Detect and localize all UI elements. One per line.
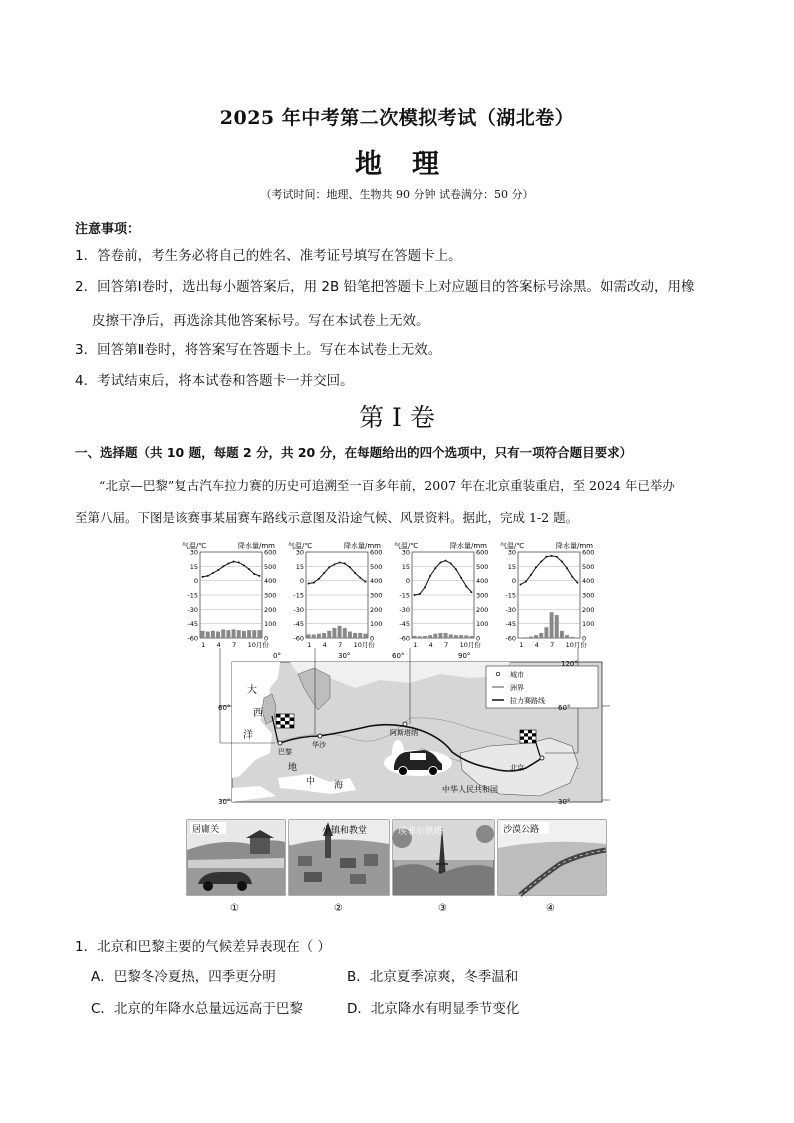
temp-axis-title: 气温/℃: [500, 542, 525, 550]
temperature-point: [566, 567, 568, 569]
subject-title: 地理: [355, 149, 469, 180]
precip-axis-title: 降水量/mm: [344, 542, 381, 550]
intro-line-2: 至第八届。下图是该赛事某届赛车路线示意图及沿途气候、风景资料。据此，完成 1-2 题。: [75, 510, 579, 525]
photo-caption: 居庸关: [192, 825, 220, 835]
exam-title: 2025 年中考第二次模拟考试（湖北卷）: [219, 107, 575, 129]
photo-desert-highway: [498, 820, 606, 895]
temp-tick-label: 30: [295, 548, 304, 557]
precip-bar: [216, 632, 220, 638]
precip-tick-label: 100: [476, 620, 489, 629]
notice-item: 1．答卷前，考生务必将自己的姓名、准考证号填写在答题卡上。: [75, 248, 462, 264]
precip-bar: [449, 634, 453, 638]
section-title: 一、选择题（共 10 题，每题 2 分，共 20 分，在每题给出的四个选项中，只有一项符合题目要求）: [75, 445, 633, 460]
temp-tick-label: 30: [507, 548, 516, 557]
precip-bar: [539, 633, 543, 638]
temp-tick-label: 15: [295, 562, 304, 571]
temperature-point: [333, 563, 335, 565]
month-tick-label: 10月份: [353, 641, 375, 649]
temp-tick-label: -45: [505, 620, 516, 629]
photo-caption: 沙漠公路: [503, 825, 540, 835]
precip-tick-label: 400: [582, 577, 595, 586]
temp-axis-title: 气温/℃: [182, 542, 207, 550]
precip-tick-label: 300: [370, 591, 383, 600]
temperature-point: [445, 560, 447, 562]
climate-charts: [182, 541, 594, 649]
temperature-point: [576, 582, 578, 584]
precip-bar: [423, 636, 427, 638]
temperature-point: [308, 583, 310, 585]
volume-title: 第 I 卷: [359, 403, 435, 432]
city-label-astana: 阿斯塔纳: [390, 729, 418, 737]
temperature-point: [212, 572, 214, 574]
precip-bar: [358, 633, 362, 638]
precip-bar: [464, 635, 468, 638]
photo-number: ②: [334, 903, 343, 914]
temperature-point: [434, 567, 436, 569]
temperature-point: [248, 568, 250, 570]
temp-tick-label: -30: [399, 605, 410, 614]
temp-tick-label: 15: [507, 562, 516, 571]
precip-tick-label: 500: [370, 562, 383, 571]
temp-tick-label: 0: [193, 577, 198, 586]
temperature-point: [202, 576, 204, 578]
month-tick-label: 1: [519, 641, 524, 649]
temperature-point: [313, 582, 315, 584]
month-tick-label: 7: [550, 641, 555, 649]
temperature-point: [525, 581, 527, 583]
precip-bar: [363, 634, 367, 638]
temperature-point: [323, 572, 325, 574]
precip-axis-title: 降水量/mm: [450, 542, 487, 550]
temp-tick-label: 15: [401, 562, 410, 571]
scenery-photos: [187, 820, 606, 914]
month-tick-label: 7: [338, 641, 343, 649]
temp-tick-label: -45: [293, 620, 304, 629]
city-warsaw-marker: [318, 734, 322, 738]
legend-continent-border: 洲界: [510, 684, 524, 692]
month-tick-label: 4: [428, 641, 433, 649]
precip-tick-label: 400: [476, 577, 489, 586]
photo-juyongguan: [187, 820, 285, 895]
lat-label-right: 30°: [558, 798, 571, 806]
photo-town-church: [289, 820, 389, 895]
precip-bar: [206, 632, 210, 638]
precip-bar: [242, 631, 246, 638]
precip-bar: [413, 636, 417, 638]
temp-tick-label: -15: [505, 591, 516, 600]
precip-bar: [570, 637, 574, 638]
precip-bar: [544, 627, 548, 638]
precip-bar: [327, 631, 331, 638]
precip-tick-label: 0: [476, 634, 481, 643]
precip-bar: [332, 628, 336, 638]
precip-tick-label: 500: [582, 562, 595, 571]
temp-tick-label: 0: [511, 577, 516, 586]
precip-tick-label: 100: [370, 620, 383, 629]
precip-bar: [232, 629, 236, 638]
lon-label: 60°: [392, 652, 405, 660]
month-tick-label: 1: [413, 641, 418, 649]
notice-heading: 注意事项：: [75, 222, 141, 237]
photo-eiffel-tower: [392, 820, 494, 895]
temp-tick-label: -30: [187, 605, 198, 614]
temp-tick-label: -45: [399, 620, 410, 629]
city-beijing-marker: [540, 756, 544, 760]
temperature-point: [344, 562, 346, 564]
precip-tick-label: 0: [264, 634, 269, 643]
precip-bar: [418, 636, 422, 638]
temp-tick-label: -60: [505, 634, 516, 643]
country-label-china: 中华人民共和国: [442, 785, 498, 794]
temperature-point: [339, 562, 341, 564]
precip-tick-label: 0: [370, 634, 375, 643]
temperature-point: [253, 573, 255, 575]
temperature-point: [217, 569, 219, 571]
notice-item: 4．考试结束后，将本试卷和答题卡一并交回。: [75, 373, 354, 389]
temperature-point: [328, 566, 330, 568]
precip-bar: [211, 631, 215, 638]
temperature-point: [439, 562, 441, 564]
precip-tick-label: 200: [582, 605, 595, 614]
temp-tick-label: -15: [293, 591, 304, 600]
precip-bar: [312, 634, 316, 638]
route-map: [218, 648, 610, 806]
intro-line-1: “北京—巴黎”复古汽车拉力赛的历史可追溯至一百多年前，2007 年在北京重装重启，至 2024 年已举办: [99, 478, 675, 493]
precip-tick-label: 500: [476, 562, 489, 571]
temp-tick-label: -45: [187, 620, 198, 629]
precip-tick-label: 200: [264, 605, 277, 614]
photo-caption: 埃菲尔铁塔: [398, 827, 444, 837]
precip-bar: [469, 636, 473, 638]
temp-tick-label: -60: [293, 634, 304, 643]
temp-tick-label: -30: [505, 605, 516, 614]
photo-number: ④: [546, 903, 555, 914]
precip-bar: [338, 626, 342, 638]
month-tick-label: 4: [216, 641, 221, 649]
precip-tick-label: 300: [476, 591, 489, 600]
temperature-point: [465, 585, 467, 587]
temperature-point: [258, 575, 260, 577]
precip-bar: [550, 612, 554, 638]
temperature-point: [424, 586, 426, 588]
precip-axis-title: 降水量/mm: [556, 542, 593, 550]
temperature-point: [540, 561, 542, 563]
precip-bar: [307, 634, 311, 638]
lon-label: 120°: [561, 660, 578, 668]
precip-bar: [555, 615, 559, 638]
precip-tick-label: 600: [582, 548, 595, 557]
precip-bar: [459, 635, 463, 638]
precip-bar: [237, 630, 241, 638]
precip-tick-label: 400: [370, 577, 383, 586]
temperature-point: [535, 566, 537, 568]
precip-bar: [524, 637, 528, 638]
notice-item: 3．回答第Ⅱ卷时，将答案写在答题卡上。写在本试卷上无效。: [75, 342, 442, 358]
photo-number: ③: [438, 903, 447, 914]
temperature-point: [359, 577, 361, 579]
month-tick-label: 10月份: [565, 641, 587, 649]
question-1-stem: 1．北京和巴黎主要的气候差异表现在（ ）: [75, 939, 331, 955]
precip-tick-label: 300: [264, 591, 277, 600]
temperature-point: [551, 555, 553, 557]
temperature-point: [207, 575, 209, 577]
question-1-option-b[interactable]: B．北京夏季凉爽，冬季温和: [347, 969, 519, 985]
question-1-option-a[interactable]: A．巴黎冬冷夏热，四季更分明: [91, 969, 276, 985]
precip-bar: [247, 630, 251, 638]
temp-tick-label: 0: [299, 577, 304, 586]
precip-tick-label: 600: [476, 548, 489, 557]
month-tick-label: 1: [201, 641, 206, 649]
temp-tick-label: -15: [187, 591, 198, 600]
temperature-point: [354, 572, 356, 574]
precip-bar: [433, 634, 437, 638]
lon-label: 0°: [273, 652, 281, 660]
precip-bar: [322, 633, 326, 638]
lat-label-right: 60°: [558, 704, 571, 712]
temperature-point: [222, 565, 224, 567]
month-tick-label: 4: [534, 641, 539, 649]
city-astana-marker: [403, 722, 407, 726]
precip-tick-label: 100: [264, 620, 277, 629]
precip-bar: [348, 632, 352, 638]
temperature-point: [556, 556, 558, 558]
temp-tick-label: 15: [189, 562, 198, 571]
lat-label-left: 30°: [218, 798, 231, 806]
temperature-point: [233, 561, 235, 563]
temp-tick-label: 30: [401, 548, 410, 557]
lon-label: 30°: [338, 652, 351, 660]
legend-rally-route: 拉力赛路线: [510, 697, 545, 705]
precip-bar: [565, 635, 569, 638]
legend-city: 城市: [510, 671, 524, 679]
precip-bar: [221, 629, 225, 638]
temp-axis-title: 气温/℃: [288, 542, 313, 550]
temp-tick-label: -60: [399, 634, 410, 643]
precip-bar: [201, 631, 205, 638]
ocean-label: 洋: [243, 730, 253, 741]
temperature-point: [530, 574, 532, 576]
sea-label: 中: [306, 777, 316, 787]
temp-tick-label: -60: [187, 634, 198, 643]
temperature-point: [450, 562, 452, 564]
precip-bar: [317, 634, 321, 638]
sea-label: 地: [288, 763, 298, 773]
month-tick-label: 1: [307, 641, 312, 649]
question-1-option-d[interactable]: D．北京降水有明显季节变化: [347, 1001, 520, 1017]
month-tick-label: 7: [232, 641, 237, 649]
temperature-point: [545, 556, 547, 558]
precip-tick-label: 0: [582, 634, 587, 643]
temperature-point: [520, 583, 522, 585]
precip-bar: [257, 630, 261, 638]
ocean-label: 大: [247, 685, 257, 696]
precip-bar: [226, 630, 230, 638]
precip-tick-label: 300: [582, 591, 595, 600]
precip-bar: [343, 628, 347, 638]
temperature-point: [571, 576, 573, 578]
temperature-point: [429, 575, 431, 577]
precip-bar: [252, 630, 256, 638]
exam-info: （考试时间：地理、生物共 90 分钟 试卷满分：50 分）: [260, 188, 534, 201]
temperature-point: [349, 566, 351, 568]
temperature-point: [318, 578, 320, 580]
city-label-beijing: 北京: [510, 764, 524, 772]
photo-caption: 小镇和教堂: [322, 826, 368, 836]
precip-tick-label: 100: [582, 620, 595, 629]
temp-tick-label: 30: [189, 548, 198, 557]
precip-tick-label: 600: [264, 548, 277, 557]
city-paris-marker: [278, 741, 282, 745]
month-tick-label: 10月份: [459, 641, 481, 649]
precip-bar: [534, 635, 538, 638]
temp-tick-label: -15: [399, 591, 410, 600]
temperature-point: [414, 594, 416, 596]
temperature-point: [455, 568, 457, 570]
lat-label-left: 60°: [218, 704, 231, 712]
precip-bar: [438, 633, 442, 638]
precip-bar: [428, 635, 432, 638]
temp-tick-label: -30: [293, 605, 304, 614]
precip-bar: [560, 631, 564, 638]
month-tick-label: 4: [322, 641, 327, 649]
temperature-point: [227, 562, 229, 564]
month-tick-label: 7: [444, 641, 449, 649]
precip-tick-label: 400: [264, 577, 277, 586]
precip-tick-label: 200: [370, 605, 383, 614]
temperature-point: [243, 564, 245, 566]
vintage-car-icon: [384, 750, 452, 776]
precip-axis-title: 降水量/mm: [238, 542, 275, 550]
temperature-point: [364, 581, 366, 583]
temperature-point: [470, 591, 472, 593]
temperature-point: [419, 593, 421, 595]
precip-bar: [353, 633, 357, 638]
city-label-paris: 巴黎: [278, 748, 292, 756]
sea-label: 海: [334, 781, 344, 791]
temp-tick-label: 0: [405, 577, 410, 586]
rally-route-figure: [180, 538, 620, 918]
notice-item-continued: 皮擦干净后，再选涂其他答案标号。写在本试卷上无效。: [92, 313, 430, 329]
ocean-label: 西: [253, 708, 263, 719]
temperature-point: [460, 577, 462, 579]
temp-axis-title: 气温/℃: [394, 542, 419, 550]
precip-tick-label: 500: [264, 562, 277, 571]
precip-bar: [529, 637, 533, 638]
photo-number: ①: [230, 903, 239, 914]
precip-tick-label: 600: [370, 548, 383, 557]
temperature-point: [238, 562, 240, 564]
temperature-point: [561, 561, 563, 563]
precip-bar: [454, 635, 458, 638]
month-tick-label: 10月份: [247, 641, 269, 649]
question-1-option-c[interactable]: C．北京的年降水总量远远高于巴黎: [91, 1001, 303, 1017]
city-label-warsaw: 华沙: [312, 741, 326, 749]
precip-tick-label: 200: [476, 605, 489, 614]
precip-bar: [444, 633, 448, 638]
lon-label: 90°: [458, 652, 471, 660]
notice-item: 2．回答第Ⅰ卷时，选出每小题答案后，用 2B 铅笔把答题卡上对应题目的答案标号涂黑。如需改动，用橡: [75, 279, 695, 295]
